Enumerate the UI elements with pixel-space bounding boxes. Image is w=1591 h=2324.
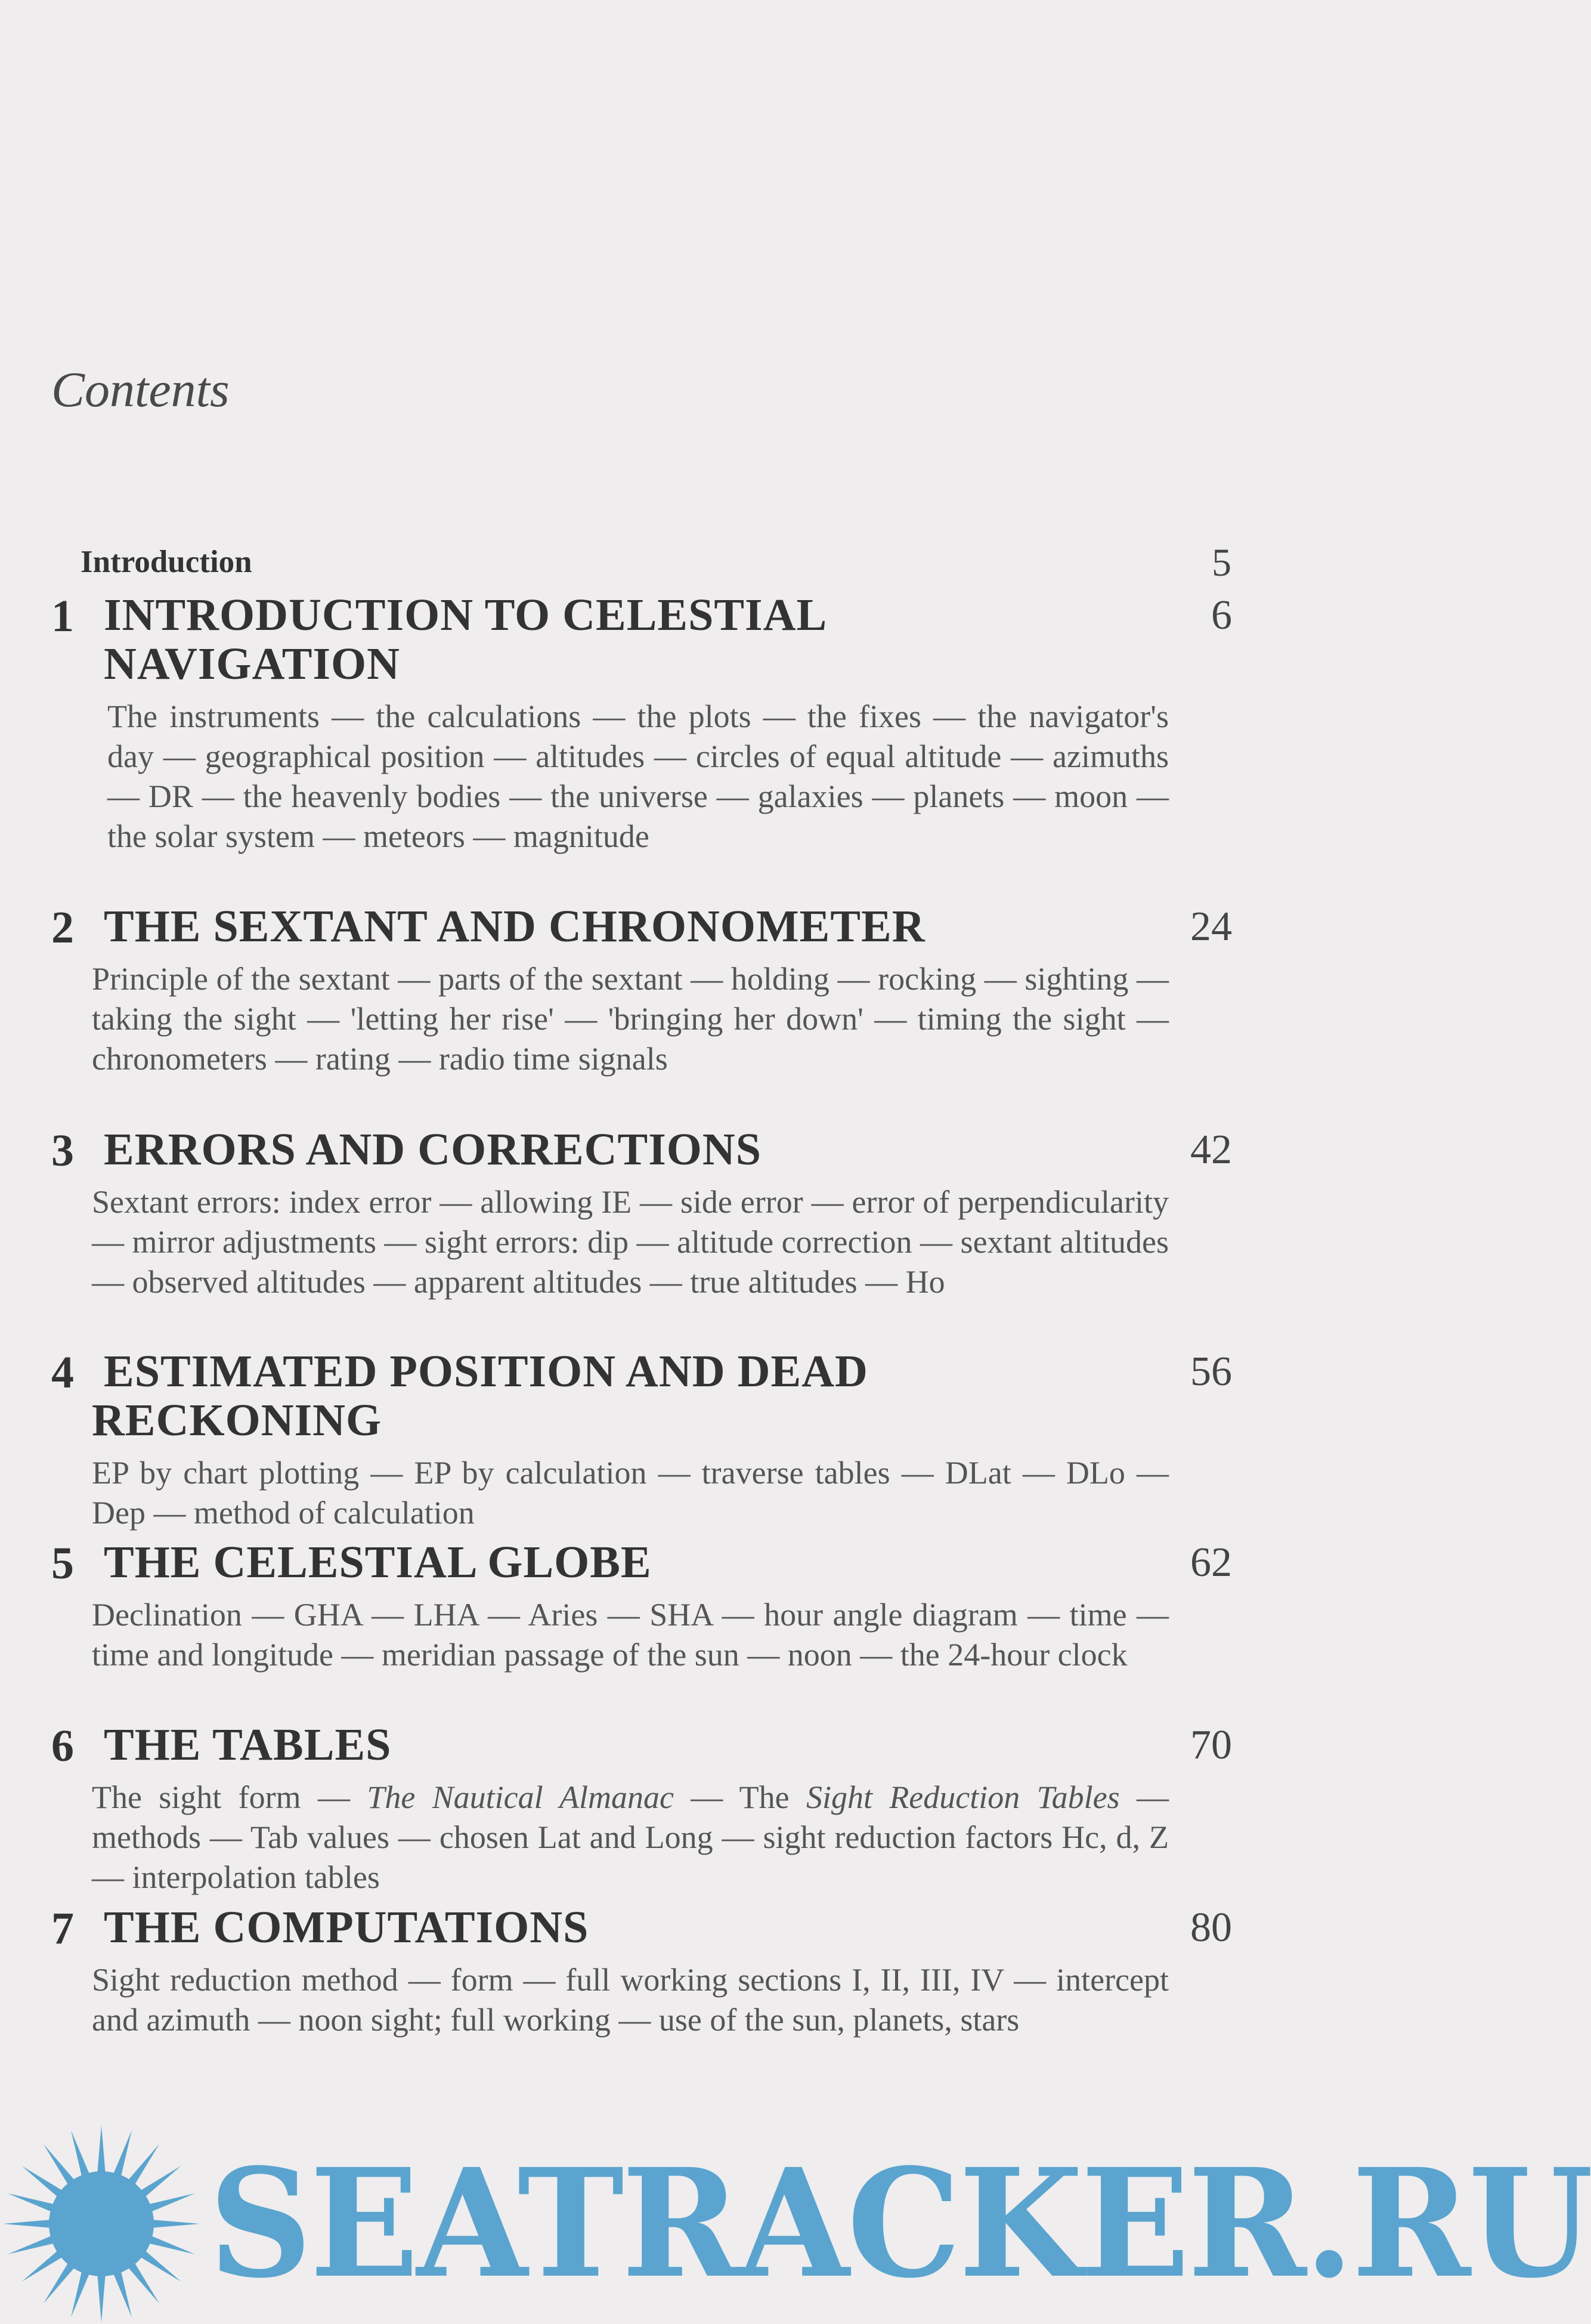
watermark-text: SEATRACKER.RU xyxy=(209,2136,1591,2311)
chapter-title: INTRODUCTION TO CELESTIAL NAVIGATION xyxy=(104,590,825,689)
chapter-page: 42 xyxy=(1190,1127,1232,1173)
sun-ray xyxy=(8,2235,57,2254)
sun-ray xyxy=(126,2144,159,2188)
sun-ray xyxy=(22,2166,66,2199)
sun-ray xyxy=(137,2166,181,2199)
toc-chapter-1 xyxy=(51,591,1232,857)
sun-ray xyxy=(97,2272,106,2322)
sun-ray xyxy=(71,2268,91,2317)
toc-chapter-6 xyxy=(51,1720,1232,1897)
chapter-page: 24 xyxy=(1190,904,1232,950)
chapter-number: 1 xyxy=(51,591,74,641)
chapter-number: 7 xyxy=(51,1903,74,1954)
toc-chapter-4 xyxy=(51,1347,1232,1533)
chapter-title: ERRORS AND CORRECTIONS xyxy=(104,1124,762,1175)
chapter-number: 6 xyxy=(51,1721,74,1771)
toc-entry-page: 5 xyxy=(1212,541,1231,585)
chapter-page: 56 xyxy=(1190,1349,1232,1395)
sun-ray xyxy=(146,2235,195,2254)
sun-ray xyxy=(22,2248,66,2282)
chapter-page: 62 xyxy=(1190,1540,1232,1586)
chapter-description: The instruments — the calculations — the plots — the fixes — the navigator's day — geographical position — altitudes — circles of equal altitude — azimuths — DR — the heavenly bodies — the universe — galaxies — planets — moon — the solar system — meteors — magnitude xyxy=(107,699,1169,854)
chapter-description: Declination — GHA — LHA — Aries — SHA — hour angle diagram — time — time and longitude — meridian passage of the sun — noon — the 24-hour clock xyxy=(92,1597,1169,1673)
chapter-title: THE SEXTANT AND CHRONOMETER xyxy=(104,901,925,951)
sun-icon xyxy=(0,2124,203,2324)
sun-ray xyxy=(112,2268,132,2317)
sun-ray xyxy=(71,2130,91,2180)
sun-ray xyxy=(44,2260,77,2303)
sun-ray xyxy=(3,2220,54,2228)
watermark xyxy=(0,2124,1591,2324)
chapter-page: 70 xyxy=(1190,1722,1232,1768)
toc-entry-label: Introduction xyxy=(81,545,252,579)
sun-ray xyxy=(126,2260,159,2303)
sun-ray xyxy=(137,2248,181,2282)
page-title: Contents xyxy=(51,362,230,418)
sun-ray xyxy=(97,2125,106,2176)
chapter-description: EP by chart plotting — EP by calculation — traverse tables — DLat — DLo — Dep — method of calculation xyxy=(92,1455,1169,1531)
sun-ray xyxy=(44,2144,77,2188)
toc-chapter-2 xyxy=(51,902,1232,1079)
sun-ray xyxy=(112,2130,132,2180)
chapter-description: The sight form — The Nautical Almanac — The Sight Reduction Tables — methods — Tab values — chosen Lat and Long — sight reduction factors Hc, d, Z — interpolation tables xyxy=(92,1779,1169,1895)
sun-ray xyxy=(149,2220,200,2228)
chapter-description: Sight reduction method — form — full working sections I, II, III, IV — intercept and azimuth — noon sight; full working — use of the sun, planets, stars xyxy=(92,1962,1169,2038)
sun-ray xyxy=(146,2193,195,2213)
chapter-title: THE TABLES xyxy=(104,1720,392,1770)
chapter-number: 3 xyxy=(51,1126,74,1176)
chapter-number: 5 xyxy=(51,1538,74,1589)
toc-entry-introduction xyxy=(81,541,1231,585)
chapter-title: THE COMPUTATIONS xyxy=(104,1902,589,1952)
chapter-page: 6 xyxy=(1211,592,1232,638)
chapter-number: 4 xyxy=(51,1348,74,1398)
chapter-number: 2 xyxy=(51,903,74,953)
chapter-title: ESTIMATED POSITION AND DEAD RECKONING xyxy=(92,1346,868,1445)
toc-chapter-7 xyxy=(51,1903,1232,2040)
sun-ray xyxy=(8,2193,57,2213)
chapter-title: THE CELESTIAL GLOBE xyxy=(104,1537,652,1587)
chapter-page: 80 xyxy=(1190,1905,1232,1951)
chapter-description: Principle of the sextant — parts of the sextant — holding — rocking — sighting — taking the sight — 'letting her rise' — 'bringing her down' — timing the sight — chronometers — rating — radio time signals xyxy=(92,961,1169,1077)
toc-chapter-3 xyxy=(51,1125,1232,1302)
chapter-description: Sextant errors: index error — allowing IE — side error — error of perpendicularity — mirror adjustments — sight errors: dip — altitude correction — sextant altitudes — observed altitudes — apparent altitudes — true altitudes — Ho xyxy=(92,1184,1169,1300)
toc-chapter-5 xyxy=(51,1538,1232,1675)
